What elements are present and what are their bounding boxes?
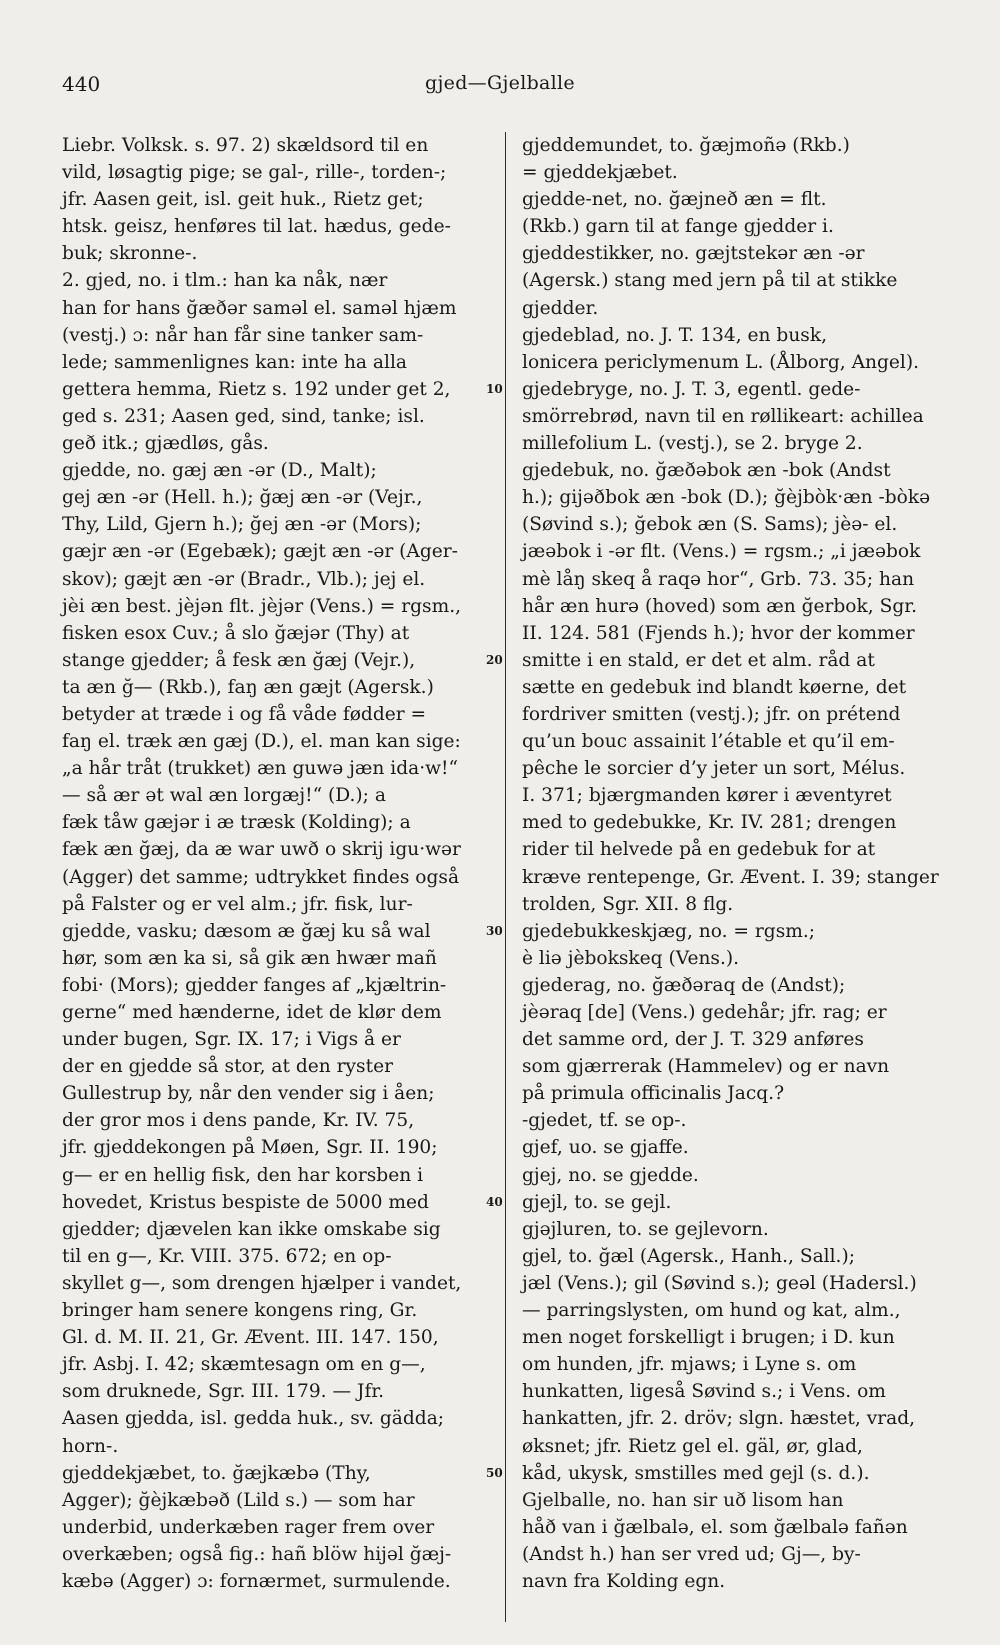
text-line: der en gjedde så stor, at den ryster bbox=[62, 1056, 393, 1078]
text-line: fæk tåw gæjər i æ træsk (Kolding); a bbox=[62, 812, 411, 834]
text-line: kæbə (Agger) ɔ: fornærmet, surmulende. bbox=[62, 1570, 451, 1592]
text-line: skyllet g—, som drengen hjælper i vandet, bbox=[62, 1272, 462, 1294]
text-line: øksnet; jfr. Rietz gel el. gäl, ør, glad, bbox=[522, 1435, 863, 1457]
text-line: gjeddekjæbet, to. ğæjkæbə (Thy, bbox=[62, 1462, 371, 1484]
text-line: Gjelballe, no. han sir uð lisom han bbox=[522, 1489, 844, 1511]
line-number: 10 bbox=[486, 381, 503, 396]
text-line: ged s. 231; Aasen ged, sind, tanke; isl. bbox=[62, 405, 425, 427]
text-line: på primula officinalis Jacq.? bbox=[522, 1083, 785, 1105]
text-line: hår æn hurə (hoved) som æn ğerbok, Sgr. bbox=[522, 595, 917, 617]
right-column bbox=[522, 132, 954, 1595]
text-line: = gjeddekjæbet. bbox=[522, 162, 678, 184]
text-line: gerne“ med hænderne, idet de klør dem bbox=[62, 1002, 442, 1023]
text-line: stange gjedder; å fesk æn ğæj (Vejr.), bbox=[62, 649, 416, 671]
text-line: jèəraq [de] (Vens.) gedehår; jfr. rag; er bbox=[522, 1002, 887, 1023]
left-column bbox=[62, 132, 482, 1595]
text-line: buk; skronne-. bbox=[62, 243, 198, 265]
text-line: gjeddemundet, to. ğæjmoñə (Rkb.) bbox=[522, 135, 850, 156]
text-line: -gjedet, tf. se op-. bbox=[522, 1110, 687, 1132]
text-line: gjedeblad, no. J. T. 134, en busk, bbox=[522, 324, 828, 346]
text-line: håð van i ğælbalə, el. som ğælbalə fañən bbox=[522, 1516, 908, 1538]
text-line: Gl. d. M. II. 21, Gr. Ævent. III. 147. 150, bbox=[62, 1327, 439, 1349]
text-line: hovedet, Kristus bespiste de 5000 med bbox=[62, 1191, 429, 1213]
text-line: gjederag, no. ğæðəraq de (Andst); bbox=[522, 974, 846, 996]
text-line: Agger); ğèjkæbəð (Lild s.) — som har bbox=[62, 1489, 415, 1511]
text-line: g— er en hellig fisk, den har korsben i bbox=[62, 1164, 424, 1186]
text-line: med to gedebukke, Kr. IV. 281; drengen bbox=[522, 812, 897, 834]
text-line: hankatten, jfr. 2. dröv; slgn. hæstet, vrad, bbox=[522, 1408, 916, 1430]
text-line: underbid, underkæben rager frem over bbox=[62, 1516, 435, 1538]
text-line: Aasen gjedda, isl. gedda huk., sv. gädda; bbox=[62, 1408, 445, 1430]
text-line: jfr. Asbj. I. 42; skæmtesagn om en g—, bbox=[62, 1354, 426, 1376]
text-line: overkæben; også fig.: hañ blöw hijəl ğæj- bbox=[62, 1543, 452, 1565]
text-line: fisken esox Cuv.; å slo ğæjər (Thy) at bbox=[62, 622, 410, 644]
text-line: Gullestrup by, når den vender sig i åen; bbox=[62, 1083, 435, 1105]
text-line: è liə jèbokskeq (Vens.). bbox=[522, 947, 740, 969]
text-line: gjedde, vasku; dæsom æ ğæj ku så wal bbox=[62, 920, 431, 942]
text-line: lede; sammenlignes kan: inte ha alla bbox=[62, 351, 407, 373]
text-line: sætte en gedebuk ind blandt køerne, det bbox=[522, 676, 907, 698]
text-line: som druknede, Sgr. III. 179. — Jfr. bbox=[62, 1381, 385, 1403]
text-line: gjejl, to. se gejl. bbox=[522, 1191, 672, 1213]
text-line: under bugen, Sgr. IX. 17; i Vigs å er bbox=[62, 1029, 401, 1051]
text-line: I. 371; bjærgmanden kører i æventyret bbox=[522, 785, 892, 807]
text-line: II. 124. 581 (Fjends h.); hvor der kommer bbox=[522, 622, 915, 644]
text-line: Liebr. Volksk. s. 97. 2) skældsord til en bbox=[62, 135, 429, 156]
text-line: det samme ord, der J. T. 329 anføres bbox=[522, 1029, 864, 1051]
text-line: vild, løsagtig pige; se gal-, rille-, torden-; bbox=[62, 162, 447, 184]
text-line: jfr. Aasen geit, isl. geit huk., Rietz get; bbox=[62, 189, 424, 211]
text-line: geð itk.; gjædløs, gås. bbox=[62, 433, 269, 455]
text-line: gjedde, no. gæj æn -ər (D., Malt); bbox=[62, 460, 377, 482]
text-line: som gjærrerak (Hammelev) og er navn bbox=[522, 1056, 890, 1078]
text-line: skov); gæjt æn -ər (Bradr., Vlb.); jej el. bbox=[62, 568, 426, 590]
text-line: navn fra Kolding egn. bbox=[522, 1570, 726, 1592]
text-line: mè låŋ skeq å raqə hor“, Grb. 73. 35; han bbox=[522, 568, 915, 590]
text-line: bringer ham senere kongens ring, Gr. bbox=[62, 1300, 418, 1322]
text-line: hunkatten, ligeså Søvind s.; i Vens. om bbox=[522, 1381, 886, 1403]
text-line: — parringslysten, om hund og kat, alm., bbox=[522, 1300, 901, 1322]
text-line: gjef, uo. se gjaffe. bbox=[522, 1137, 689, 1159]
text-line: han for hans ğæðər samǝl el. samǝl hjæm bbox=[62, 297, 457, 319]
line-number: 40 bbox=[486, 1194, 503, 1209]
text-line: på Falster og er vel alm.; jfr. fisk, lur- bbox=[62, 893, 413, 915]
text-line: fordriver smitten (vestj.); jfr. on prétend bbox=[522, 703, 901, 725]
page-header bbox=[62, 72, 938, 102]
text-line: (vestj.) ɔ: når han får sine tanker sam- bbox=[62, 324, 424, 346]
text-line: Thy, Lild, Gjern h.); ğej æn -ər (Mors); bbox=[62, 514, 422, 536]
text-line: hør, som æn ka si, så gik æn hwær mañ bbox=[62, 947, 437, 969]
text-line: der gror mos i dens pande, Kr. IV. 75, bbox=[62, 1110, 415, 1132]
text-line: lonicera periclymenum L. (Ålborg, Angel). bbox=[522, 351, 920, 373]
text-line: (Rkb.) garn til at fange gjedder i. bbox=[522, 216, 834, 238]
text-line: jæəbok i -ər flt. (Vens.) = rgsm.; „i jæəbok bbox=[522, 541, 921, 563]
text-line: gæjr æn -ər (Egebæk); gæjt æn -ər (Ager- bbox=[62, 541, 458, 563]
line-number: 20 bbox=[486, 652, 503, 667]
text-line: gjedde-net, no. ğæjneð æn = flt. bbox=[522, 189, 827, 211]
text-line: gjedebryge, no. J. T. 3, egentl. gede- bbox=[522, 378, 861, 400]
text-line: jèi æn best. jèjən flt. jèjər (Vens.) = rgsm., bbox=[62, 595, 462, 617]
text-line: htsk. geisz, henføres til lat. hædus, gede- bbox=[62, 216, 451, 238]
text-line: (Agersk.) stang med jern på til at stikke bbox=[522, 270, 898, 292]
text-line: til en g—, Kr. VIII. 375. 672; en op- bbox=[62, 1245, 392, 1267]
text-line: qu’un bouc assainit l’étable et qu’il em- bbox=[522, 731, 895, 753]
text-line: om hunden, jfr. mjaws; i Lyne s. om bbox=[522, 1354, 857, 1376]
text-line: (Søvind s.); ğebok æn (S. Sams); jèə- el. bbox=[522, 514, 898, 536]
text-line: smitte i en stald, er det et alm. råd at bbox=[522, 649, 875, 671]
column-divider bbox=[505, 132, 506, 1622]
text-line: 2. gjed, no. i tlm.: han ka nåk, nær bbox=[62, 270, 388, 292]
text-line: h.); gijəðbok æn -bok (D.); ğèjbòk·æn -bòkə bbox=[522, 487, 931, 509]
line-number: 30 bbox=[486, 923, 503, 938]
text-line: millefolium L. (vestj.), se 2. bryge 2. bbox=[522, 433, 863, 455]
text-line: (Andst h.) han ser vred ud; Gj—, by- bbox=[522, 1543, 861, 1565]
text-line: „a hår tråt (trukket) æn guwə jæn ida·w!“ bbox=[62, 758, 459, 780]
text-line: faŋ el. træk æn gæj (D.), el. man kan sige: bbox=[62, 731, 461, 753]
text-line: gettera hemma, Rietz s. 192 under get 2, bbox=[62, 378, 451, 400]
text-line: gjeddestikker, no. gæjtstekər æn -ər bbox=[522, 243, 865, 265]
text-line: betyder at træde i og få våde fødder = bbox=[62, 703, 427, 725]
text-line: trolden, Sgr. XII. 8 flg. bbox=[522, 893, 734, 915]
text-line: gjedder. bbox=[522, 297, 599, 319]
text-line: jfr. gjeddekongen på Møen, Sgr. II. 190; bbox=[62, 1137, 438, 1159]
text-line: men noget forskelligt i brugen; i D. kun bbox=[522, 1327, 895, 1349]
text-line: fobi· (Mors); gjedder fanges af „kjæltrin- bbox=[62, 974, 447, 996]
text-line: gjel, to. ğæl (Agersk., Hanh., Sall.); bbox=[522, 1245, 855, 1267]
running-head: gjed—Gjelballe bbox=[425, 72, 575, 94]
text-line: ta æn ğ— (Rkb.), faŋ æn gæjt (Agersk.) bbox=[62, 676, 434, 698]
text-line: — så ær ət wal æn lorgæj!“ (D.); a bbox=[62, 785, 386, 807]
text-line: kåd, ukysk, smstilles med gejl (s. d.). bbox=[522, 1462, 870, 1484]
text-line: gej æn -ər (Hell. h.); ğæj æn -ər (Vejr., bbox=[62, 487, 423, 509]
text-line: horn-. bbox=[62, 1435, 119, 1457]
text-line: smörrebrød, navn til en røllikeart: achillea bbox=[522, 405, 924, 427]
text-line: pêche le sorcier d’y jeter un sort, Mélus. bbox=[522, 758, 906, 780]
text-line: (Agger) det samme; udtrykket findes også bbox=[62, 866, 460, 888]
text-line: gjedder; djævelen kan ikke omskabe sig bbox=[62, 1218, 441, 1240]
line-number: 50 bbox=[486, 1465, 503, 1480]
text-line: fæk æn ğæj, da æ war uwð o skrij igu·wər bbox=[62, 839, 461, 861]
text-line: gjej, no. se gjedde. bbox=[522, 1164, 699, 1186]
page-number: 440 bbox=[62, 72, 101, 96]
text-line: gjedebuk, no. ğæðəbok æn -bok (Andst bbox=[522, 460, 891, 482]
text-line: kræve rentepenge, Gr. Ævent. I. 39; stanger bbox=[522, 866, 939, 888]
text-line: rider til helvede på en gedebuk for at bbox=[522, 839, 876, 861]
text-line: jæl (Vens.); gil (Søvind s.); geəl (Hadersl.) bbox=[522, 1272, 917, 1294]
text-line: gjedebukkeskjæg, no. = rgsm.; bbox=[522, 920, 816, 942]
text-line: gjəjluren, to. se gejlevorn. bbox=[522, 1218, 769, 1240]
